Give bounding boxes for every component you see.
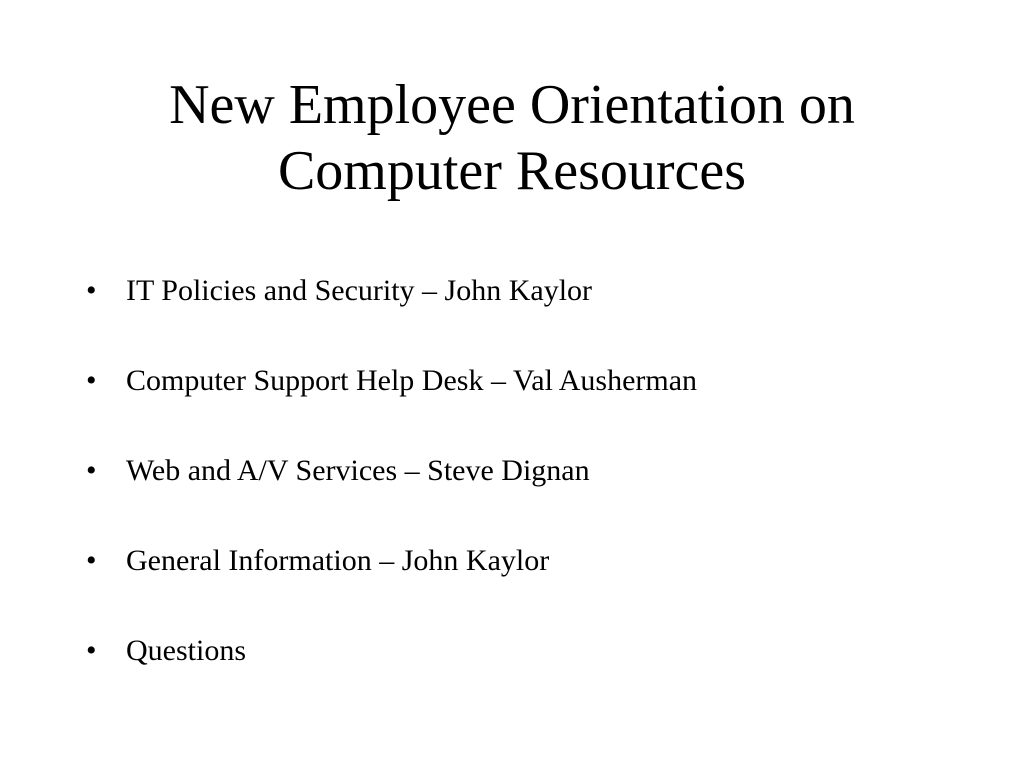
bullet-dot-icon: •: [86, 634, 97, 667]
bullet-dot-icon: •: [86, 544, 97, 577]
bullet-text: Computer Support Help Desk – Val Ausherman: [126, 364, 698, 397]
bullet-dot-icon: •: [86, 274, 97, 307]
bullet-dot-icon: •: [86, 454, 97, 487]
slide-title-line-1: New Employee Orientation on: [169, 74, 855, 136]
bullet-text: General Information – John Kaylor: [126, 544, 550, 577]
slide-title-line-2: Computer Resources: [277, 140, 747, 202]
bullet-text: Questions: [126, 634, 246, 667]
slide-title: [0, 72, 1024, 204]
bullet-text: IT Policies and Security – John Kaylor: [126, 274, 593, 307]
bullet-dot-icon: •: [86, 364, 97, 397]
bullet-text: Web and A/V Services – Steve Dignan: [126, 454, 590, 487]
